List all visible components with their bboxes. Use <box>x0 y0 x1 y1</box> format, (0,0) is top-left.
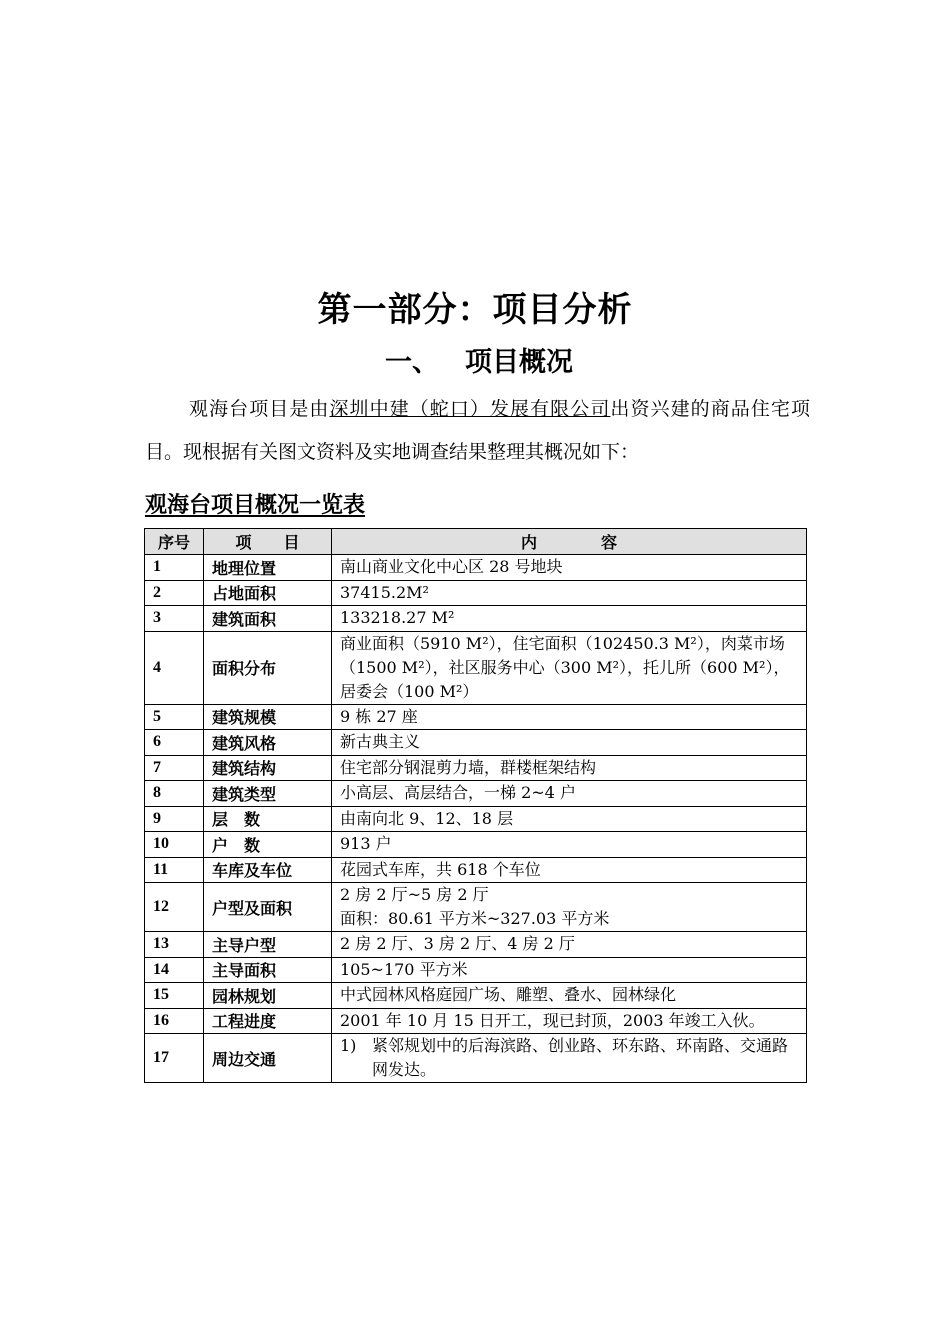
row-content-line: 2 房 2 厅~5 房 2 厅 <box>340 885 489 904</box>
table-row <box>145 730 807 756</box>
table-row <box>145 983 807 1009</box>
row-content: 37415.2M² <box>332 580 807 606</box>
row-number: 7 <box>145 755 204 781</box>
row-content: 105~170 平方米 <box>332 957 807 983</box>
row-number: 4 <box>145 631 204 704</box>
table-row <box>145 1008 807 1034</box>
row-content: 小高层、高层结合，一梯 2~4 户 <box>332 781 807 807</box>
row-content: 9 栋 27 座 <box>332 704 807 730</box>
header-no: 序号 <box>145 529 204 555</box>
section-number: 一、 <box>385 347 439 378</box>
intro-text-after: 出资兴建的商品住宅项目。现根据有关图文资料及实地调查结果整理其概况如下： <box>145 398 810 463</box>
table-row <box>145 606 807 632</box>
row-number: 5 <box>145 704 204 730</box>
row-item: 主导户型 <box>204 932 332 958</box>
row-number: 1 <box>145 555 204 581</box>
row-item: 车库及车位 <box>204 857 332 883</box>
table-row <box>145 580 807 606</box>
page-title: 第一部分：项目分析 <box>317 290 633 330</box>
section-title: 项目概况 <box>465 347 573 378</box>
row-number: 11 <box>145 857 204 883</box>
table-title: 观海台项目概况一览表 <box>145 492 366 518</box>
row-number: 3 <box>145 606 204 632</box>
table-row <box>145 555 807 581</box>
intro-paragraph <box>145 388 810 474</box>
header-item: 项 目 <box>204 529 332 555</box>
project-overview-table <box>144 528 807 1083</box>
table-row <box>145 704 807 730</box>
row-item: 户 数 <box>204 832 332 858</box>
row-content: 新古典主义 <box>332 730 807 756</box>
row-number: 14 <box>145 957 204 983</box>
row-number: 17 <box>145 1034 204 1083</box>
row-item: 地理位置 <box>204 555 332 581</box>
intro-text-before: 观海台项目是由 <box>189 398 330 420</box>
row-item: 占地面积 <box>204 580 332 606</box>
row-item: 园林规划 <box>204 983 332 1009</box>
row-content: 133218.27 M² <box>332 606 807 632</box>
row-number: 2 <box>145 580 204 606</box>
table-row <box>145 832 807 858</box>
row-item: 建筑结构 <box>204 755 332 781</box>
row-content: 中式园林风格庭园广场、雕塑、叠水、园林绿化 <box>332 983 807 1009</box>
list-number: 1) <box>340 1036 357 1055</box>
table-row <box>145 1034 807 1083</box>
row-content: 2 房 2 厅、3 房 2 厅、4 房 2 厅 <box>332 932 807 958</box>
row-item: 建筑面积 <box>204 606 332 632</box>
row-content: 南山商业文化中心区 28 号地块 <box>332 555 807 581</box>
table-row <box>145 806 807 832</box>
header-content: 内 容 <box>332 529 807 555</box>
table-row <box>145 755 807 781</box>
list-text: 紧邻规划中的后海滨路、创业路、环东路、环南路、交通路网发达。 <box>372 1036 789 1079</box>
intro-company-name: 深圳中建（蛇口）发展有限公司 <box>329 398 611 420</box>
row-number: 9 <box>145 806 204 832</box>
row-content: 住宅部分钢混剪力墙，群楼框架结构 <box>332 755 807 781</box>
row-content: 2001 年 10 月 15 日开工，现已封顶，2003 年竣工入伙。 <box>332 1008 807 1034</box>
table-row <box>145 781 807 807</box>
row-item: 面积分布 <box>204 631 332 704</box>
table-row <box>145 857 807 883</box>
section-heading <box>385 340 573 379</box>
row-content: 花园式车库，共 618 个车位 <box>332 857 807 883</box>
row-item: 周边交通 <box>204 1034 332 1083</box>
row-item: 建筑风格 <box>204 730 332 756</box>
table-row <box>145 932 807 958</box>
row-item: 工程进度 <box>204 1008 332 1034</box>
row-number: 15 <box>145 983 204 1009</box>
row-item: 层 数 <box>204 806 332 832</box>
table-row <box>145 883 807 932</box>
row-content: 913 户 <box>332 832 807 858</box>
row-item: 建筑规模 <box>204 704 332 730</box>
row-number: 16 <box>145 1008 204 1034</box>
row-content: 由南向北 9、12、18 层 <box>332 806 807 832</box>
list-item <box>340 1034 798 1082</box>
table-row <box>145 957 807 983</box>
row-content <box>332 1034 807 1083</box>
row-content: 商业面积（5910 M²），住宅面积（102450.3 M²），肉菜市场（1500 M²），社区服务中心（300 M²），托儿所（600 M²），居委会（100 M²） <box>332 631 807 704</box>
row-number: 12 <box>145 883 204 932</box>
table-row <box>145 631 807 704</box>
row-content-line: 面积：80.61 平方米~327.03 平方米 <box>340 909 610 928</box>
row-number: 13 <box>145 932 204 958</box>
row-item: 户型及面积 <box>204 883 332 932</box>
row-item: 建筑类型 <box>204 781 332 807</box>
row-number: 6 <box>145 730 204 756</box>
row-content <box>332 883 807 932</box>
row-item: 主导面积 <box>204 957 332 983</box>
table-header-row <box>145 529 807 555</box>
row-number: 8 <box>145 781 204 807</box>
row-number: 10 <box>145 832 204 858</box>
